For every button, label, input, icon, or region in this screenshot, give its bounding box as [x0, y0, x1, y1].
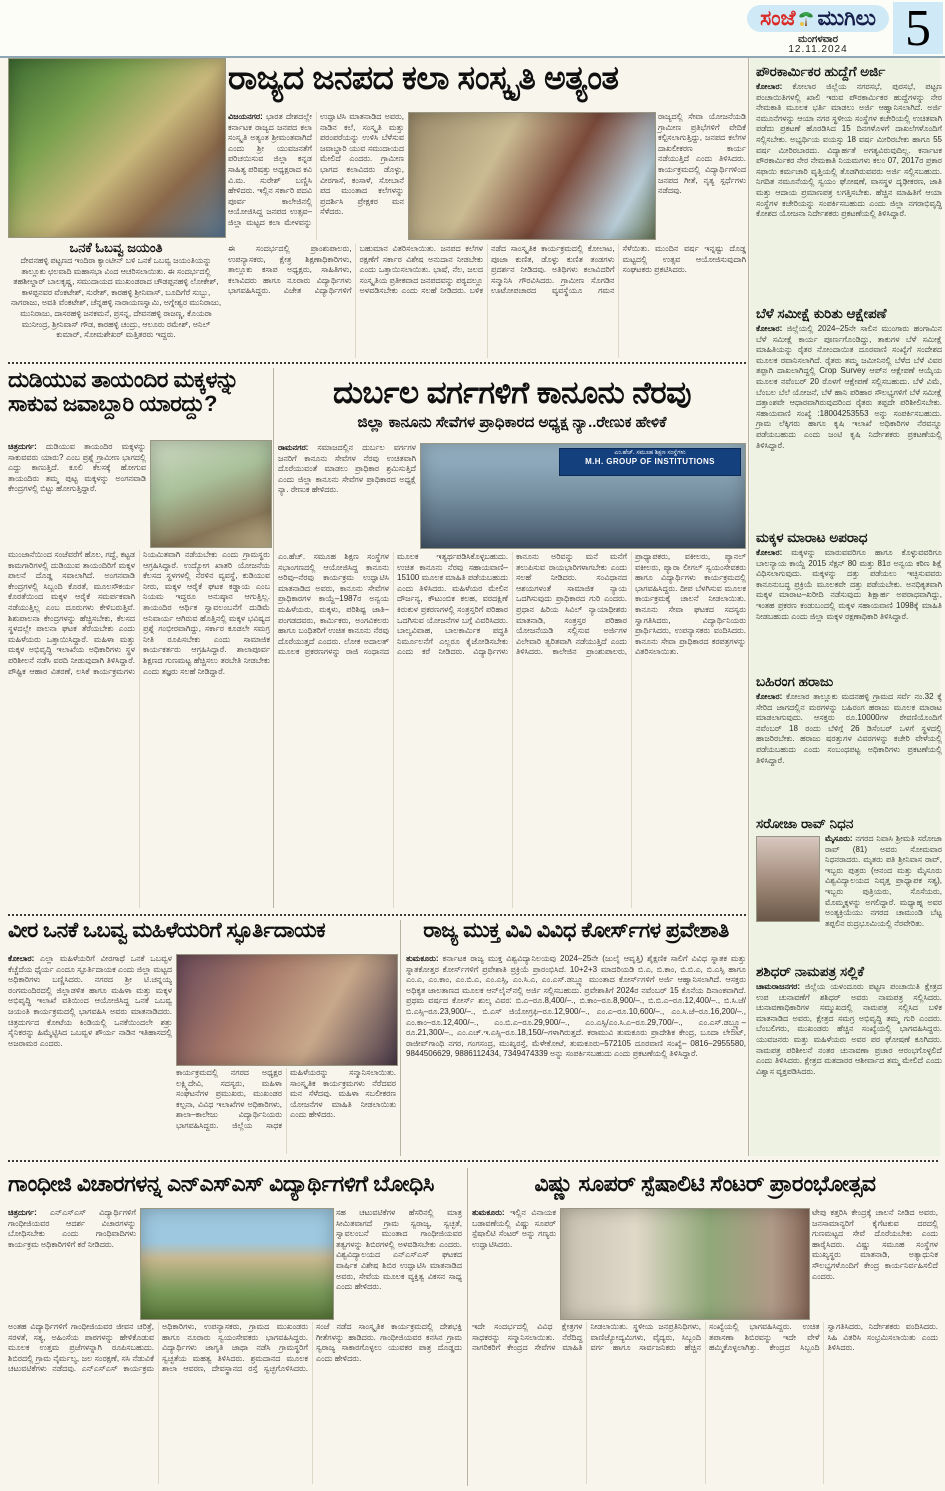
brief-dateline-saroja: ಮೈಸೂರು:	[825, 834, 853, 843]
body-vishnu-bottom: ಇದೇ ಸಂದರ್ಭದಲ್ಲಿ ವಿವಿಧ ಕ್ಷೇತ್ರಗಳ ಸಾಧಕರನ್ನು ಸನ್ಮಾನಿಸಲಾಯಿತು. ನೆರೆದಿದ್ದ ನಾಗರಿಕರಿಗೆ ಕೇಂದ್ರದ ಸೇವೆಗಳ ಮಾಹಿತಿ ನೀಡಲಾಯಿತು. ಸ್ಥಳೀಯ ಜನಪ್ರತಿನಿಧಿಗಳು, ವಾಣಿಜ್ಯೋದ್ಯಮಿಗಳು, ವೈದ್ಯರು, ಸಿಬ್ಬಂದಿ ವರ್ಗ ಹಾಗೂ ಸಾರ್ವಜನಿಕರು ಹೆಚ್ಚಿನ ಸಂಖ್ಯೆಯಲ್ಲಿ ಭಾಗವಹಿಸಿದ್ದರು. ಉಚಿತ ತಪಾಸಣಾ ಶಿಬಿರವನ್ನು ಇದೇ ವೇಳೆ ಹಮ್ಮಿಕೊಳ್ಳಲಾಗಿತ್ತು. ಕೇಂದ್ರದ ಸಿಬ್ಬಂದಿ ಸ್ವಾಗತಿಸಿದರು, ನಿರ್ದೇಶಕರು ವಂದಿಸಿದರು. ಸಿಹಿ ವಿತರಿಸಿ ಸಂಭ್ರಮಿಸಲಾಯಿತು ಎಂದು ತಿಳಿಸಿದರು.	[472, 1322, 938, 1353]
brief-headline-crop-survey: ಬೆಳೆ ಸಮೀಕ್ಷೆ ಕುರಿತು ಆಕ್ಷೇಪಣೆ	[756, 306, 887, 321]
section-divider-1	[8, 362, 746, 364]
headline-open-university: ರಾಜ್ಯ ಮುಕ್ತ ವಿವಿ ವಿವಿಧ ಕೋರ್ಸ್‌ಗಳ ಪ್ರವೇಶಾತಿ	[423, 919, 729, 942]
body-janapada-bottom: ಈ ಸಂದರ್ಭದಲ್ಲಿ ಪ್ರಾಂಶುಪಾಲರು, ಉಪನ್ಯಾಸಕರು, ಕ್ಷೇತ್ರ ಶಿಕ್ಷಣಾಧಿಕಾರಿಗಳು, ತಾಲ್ಲೂಕು ಕಸಾಪ ಅಧ್ಯಕ್ಷರು, ಸಾಹಿತಿಗಳು, ಕಲಾವಿದರು ಹಾಗೂ ನೂರಾರು ವಿದ್ಯಾರ್ಥಿಗಳು ಭಾಗವಹಿಸಿದ್ದರು. ವಿಜೇತ ವಿದ್ಯಾರ್ಥಿಗಳಿಗೆ ಬಹುಮಾನ ವಿತರಿಸಲಾಯಿತು. ಜನಪದ ಕಲೆಗಳ ರಕ್ಷಣೆಗೆ ಸರ್ಕಾರ ವಿಶೇಷ ಅನುದಾನ ನೀಡಬೇಕು ಎಂದು ಒತ್ತಾಯಿಸಲಾಯಿತು. ಭಾಷೆ, ನೆಲ, ಜಲದ ಸಂಸ್ಕೃತಿಯ ಪ್ರತೀಕವಾದ ಜನಪದವನ್ನು ಪಠ್ಯದಲ್ಲೂ ಅಳವಡಿಸಬೇಕು ಎಂದು ಸಲಹೆ ನೀಡಿದರು. ಬಳಿಕ ನಡೆದ ಸಾಂಸ್ಕೃತಿಕ ಕಾರ್ಯಕ್ರಮದಲ್ಲಿ ಕೋಲಾಟ, ಪೂಜಾ ಕುಣಿತ, ಡೊಳ್ಳು ಕುಣಿತ ತಂಡಗಳು ಪ್ರದರ್ಶನ ನೀಡಿದವು. ಅತಿಥಿಗಳು ಕಲಾವಿದರಿಗೆ ಸನ್ಮಾನಿಸಿ ಗೌರವಿಸಿದರು. ಗ್ರಾಮೀಣ ಸೊಗಡಿನ ಊಟೋಪಚಾರದ ವ್ಯವಸ್ಥೆಯೂ ಗಮನ ಸೆಳೆಯಿತು. ಮುಂದಿನ ವರ್ಷ ಇನ್ನಷ್ಟು ದೊಡ್ಡ ಮಟ್ಟದಲ್ಲಿ ಉತ್ಸವ ಆಯೋಜಿಸುವುದಾಗಿ ಸಂಘಟಕರು ಪ್ರಕಟಿಸಿದರು.	[228, 244, 746, 296]
body-gandhiji-col1	[8, 1208, 136, 1318]
body-legal-aid-col1	[278, 443, 416, 549]
photo-nss-students	[140, 1208, 334, 1320]
dateline-janapada: ವಿಜಯನಗರ:	[228, 112, 263, 121]
brief-body-auction: ಕೋಲಾರ ತಾಲ್ಲೂಕು ಮದನಹಳ್ಳಿ ಗ್ರಾಮದ ಸರ್ವೆ ನಂ.32 ಕ್ಕೆ ಸೇರಿದ ಜಾಗದಲ್ಲಿನ ಮರಗಳನ್ನು ಬಹಿರಂಗ ಹರಾಜು ಮೂಲಕ ಮಾರಾಟ ಮಾಡಲಾಗುವುದು. ಆಸಕ್ತರು ರೂ.10000ಗಳ ಠೇವಣಿಯೊಂದಿಗೆ ನವೆಂಬರ್ 18 ರಂದು ಬೆಳಿಗ್ಗೆ 26 ಡಿಸೆಂಬರ್ ಒಳಗೆ ಸ್ಥಳದಲ್ಲಿ ಹಾಜರಿರಬೇಕು. ಹರಾಜು ಷರತ್ತುಗಳ ವಿವರಗಳನ್ನು ಕಚೇರಿ ವೇಳೆಯಲ್ಲಿ ಪಡೆಯಬಹುದು ಎಂದು ಸಂಬಂಧಪಟ್ಟ ಅಧಿಕಾರಿಗಳು ಪ್ರಕಟಣೆಯಲ್ಲಿ ತಿಳಿಸಿದ್ದಾರೆ.	[756, 692, 942, 765]
body-legal-aid-bottom: ಎಂ.ಹೆಚ್. ಸಮೂಹ ಶಿಕ್ಷಣ ಸಂಸ್ಥೆಗಳ ಸಭಾಂಗಣದಲ್ಲಿ ಆಯೋಜಿಸಿದ್ದ ಕಾನೂನು ಅರಿವು–ನೆರವು ಕಾರ್ಯಕ್ರಮ ಉದ್ಘಾಟಿಸಿ ಮಾತನಾಡಿದ ಅವರು, ಕಾನೂನು ಸೇವೆಗಳ ಪ್ರಾಧಿಕಾರಗಳ ಕಾಯ್ದೆ–1987ರ ಅನ್ವಯ ಮಹಿಳೆಯರು, ಮಕ್ಕಳು, ಪರಿಶಿಷ್ಟ ಜಾತಿ–ಪಂಗಡದವರು, ಕಾರ್ಮಿಕರು, ಅಂಗವಿಕಲರು ಹಾಗೂ ಬಂಧಿತರಿಗೆ ಉಚಿತ ಕಾನೂನು ನೆರವು ದೊರೆಯುತ್ತದೆ ಎಂದರು. ಲೋಕ ಅದಾಲತ್ ಮೂಲಕ ಪ್ರಕರಣಗಳನ್ನು ರಾಜಿ ಸಂಧಾನದ ಮೂಲಕ ಇತ್ಯರ್ಥಪಡಿಸಿಕೊಳ್ಳಬಹುದು. ಉಚಿತ ಕಾನೂನು ನೆರವು ಸಹಾಯವಾಣಿ–15100 ಮೂಲಕ ಮಾಹಿತಿ ಪಡೆಯಬಹುದು ಎಂದು ತಿಳಿಸಿದರು. ಮಹಿಳೆಯರ ಮೇಲಿನ ದೌರ್ಜನ್ಯ, ಕೌಟುಂಬಿಕ ಕಲಹ, ವರದಕ್ಷಿಣೆ ಕಿರುಕುಳ ಪ್ರಕರಣಗಳಲ್ಲಿ ಸಂತ್ರಸ್ತರಿಗೆ ಪರಿಹಾರ ಒದಗಿಸುವ ಯೋಜನೆಗಳ ಬಗ್ಗೆ ವಿವರಿಸಿದರು. ಬಾಲ್ಯವಿವಾಹ, ಬಾಲಕಾರ್ಮಿಕ ಪದ್ಧತಿ ನಿರ್ಮೂಲನೆಗೆ ಎಲ್ಲರೂ ಕೈಜೋಡಿಸಬೇಕು ಎಂದು ಕರೆ ನೀಡಿದರು. ವಿದ್ಯಾರ್ಥಿಗಳು ಕಾನೂನು ಅರಿವನ್ನು ಮನೆ ಮನೆಗೆ ತಲುಪಿಸುವ ರಾಯಭಾರಿಗಳಾಗಬೇಕು ಎಂದು ಸಲಹೆ ನೀಡಿದರು. ಸಂವಿಧಾನದ ಆಶಯಗಳಂತೆ ಸಾಮಾಜಿಕ ನ್ಯಾಯ ಒದಗಿಸುವುದು ಪ್ರಾಧಿಕಾರದ ಗುರಿ ಎಂದರು. ಪ್ರಧಾನ ಹಿರಿಯ ಸಿವಿಲ್ ನ್ಯಾಯಾಧೀಶರು ಮಾತನಾಡಿ, ಸಂತ್ರಸ್ತರ ಪರಿಹಾರ ಯೋಜನೆಯಡಿ ಸಲ್ಲಿಸುವ ಅರ್ಜಿಗಳ ವಿಲೇವಾರಿ ತ್ವರಿತವಾಗಿ ನಡೆಯುತ್ತಿದೆ ಎಂದು ತಿಳಿಸಿದರು. ಕಾಲೇಜಿನ ಪ್ರಾಂಶುಪಾಲರು, ಪ್ರಾಧ್ಯಾಪಕರು, ವಕೀಲರು, ಪ್ಯಾನಲ್ ವಕೀಲರು, ಪ್ಯಾರಾ ಲೀಗಲ್ ಸ್ವಯಂಸೇವಕರು ಹಾಗೂ ವಿದ್ಯಾರ್ಥಿಗಳು ಕಾರ್ಯಕ್ರಮದಲ್ಲಿ ಭಾಗವಹಿಸಿದ್ದರು. ದೀಪ ಬೆಳಗಿಸುವ ಮೂಲಕ ಕಾರ್ಯಕ್ರಮಕ್ಕೆ ಚಾಲನೆ ನೀಡಲಾಯಿತು. ಕಾನೂನು ಸೇವಾ ಘಟಕದ ಸದಸ್ಯರು ಸ್ವಾಗತಿಸಿದರು, ವಿದ್ಯಾರ್ಥಿನಿಯರು ಪ್ರಾರ್ಥಿಸಿದರು, ಉಪನ್ಯಾಸಕರು ವಂದಿಸಿದರು. ಕಾನೂನು ಸೇವಾ ಪ್ರಾಧಿಕಾರದ ಕರಪತ್ರಗಳನ್ನು ವಿತರಿಸಲಾಯಿತು.	[278, 552, 746, 657]
body-obavva-women-text2: ನಗರದ ಶ್ರೀ ಟಿ.ಚನ್ನಯ್ಯ ರಂಗಮಂದಿರದಲ್ಲಿ ಜಿಲ್ಲಾಡಳಿತ ಹಾಗೂ ಮಹಿಳಾ ಮತ್ತು ಮಕ್ಕಳ ಅಭಿವೃದ್ಧಿ ಇಲಾಖೆ ವತಿಯಿಂದ ಆಯೋಜಿಸಿದ್ದ ಒನಕೆ ಒಬವ್ವ ಜಯಂತಿ ಕಾರ್ಯಕ್ರಮದಲ್ಲಿ ಭಾಗವಹಿಸಿ ಅವರು ಮಾತನಾಡಿದರು. ಚಿತ್ರದುರ್ಗದ ಕೋಟೆಯ ಕಿಂಡಿಯಲ್ಲಿ ಒನಕೆಯಿಂದಲೇ ಶತ್ರು ಸೈನಿಕರನ್ನು ಹಿಮ್ಮೆಟ್ಟಿಸಿದ ಒಬವ್ವಳ ಶೌರ್ಯ ನಾಡಿನ ಇತಿಹಾಸದಲ್ಲಿ ಅಜರಾಮರ ಎಂದರು.	[8, 975, 173, 1048]
body-working-mothers-text1: ದುಡಿಯುವ ತಾಯಂದಿರ ಮಕ್ಕಳನ್ನು ಸಾಕುವವರು ಯಾರು? ಎಂಬ ಪ್ರಶ್ನೆ ಗ್ರಾಮೀಣ ಭಾಗದಲ್ಲಿ ಎದ್ದು ಕಾಣುತ್ತಿದೆ. ಕೂಲಿ ಕೆಲಸಕ್ಕೆ ಹೋಗುವ ತಾಯಂದಿರು ತಮ್ಮ ಪುಟ್ಟ ಮಕ್ಕಳನ್ನು ಅಂಗನವಾಡಿ ಕೇಂದ್ರಗಳಲ್ಲಿ ಬಿಟ್ಟು ಹೋಗುತ್ತಿದ್ದಾರೆ.	[8, 442, 146, 494]
dateline-obavva-women: ಕೋಲಾರ:	[8, 954, 35, 963]
brief-headline-auction: ಬಹಿರಂಗ ಹರಾಜು	[756, 674, 834, 689]
body-vishnu-text1: ಇಲ್ಲಿನ ವಿನಾಯಕ ಬಡಾವಣೆಯಲ್ಲಿ ವಿಷ್ಣು ಸೂಪರ್ ಸ್ಪೆಷಾಲಿಟಿ ಸೆಂಟರ್ ಅನ್ನು ಗಣ್ಯರು ಉದ್ಘಾಟಿಸಿದರು.	[472, 1208, 556, 1249]
dateline-working-mothers: ಚಿತ್ರದುರ್ಗ:	[8, 442, 37, 451]
brief-body-crop-survey: ಜಿಲ್ಲೆಯಲ್ಲಿ 2024–25ನೇ ಸಾಲಿನ ಮುಂಗಾರು ಹಂಗಾಮಿನ ಬೆಳೆ ಸಮೀಕ್ಷೆ ಕಾರ್ಯ ಪೂರ್ಣಗೊಂಡಿದ್ದು, ತಾಕುಗಳ ಬೆಳೆ ಸಮೀಕ್ಷೆ ಮಾಹಿತಿಯನ್ನು ರೈತರ ನೋಂದಾಯಿತ ದೂರವಾಣಿ ಸಂಖ್ಯೆಗೆ ಸಂದೇಶದ ಮೂಲಕ ರವಾನಿಸಲಾಗಿದೆ. ರೈತರು ತಮ್ಮ ಜಮೀನಿನಲ್ಲಿ ಬೆಳೆದ ಬೆಳೆ ವಿವರ ತಪ್ಪಾಗಿ ದಾಖಲಾಗಿದ್ದಲ್ಲಿ Crop Survey ಆಪ್‌ನ ಆಕ್ಷೇಪಣೆ ಆಯ್ಕೆಯ ಮೂಲಕ ನವೆಂಬರ್ 20 ರೊಳಗೆ ಆಕ್ಷೇಪಣೆ ಸಲ್ಲಿಸಬಹುದು. ಬೆಳೆ ವಿಮೆ, ಬೆಂಬಲ ಬೆಲೆ ಯೋಜನೆ, ಬೆಳೆ ಹಾನಿ ಪರಿಹಾರ ಸೌಲಭ್ಯಗಳಿಗೆ ಬೆಳೆ ಸಮೀಕ್ಷೆ ದತ್ತಾಂಶವೇ ಆಧಾರವಾಗಿರುವುದರಿಂದ ರೈತರು ತಪ್ಪದೇ ಪರಿಶೀಲಿಸಬೇಕು. ಸಹಾಯವಾಣಿ ಸಂಖ್ಯೆ :18004253553 ಅನ್ನು ಸಂಪರ್ಕಿಸಬಹುದು. ಗ್ರಾಮ ಲೆಕ್ಕಿಗರು ಹಾಗೂ ಕೃಷಿ ಇಲಾಖೆ ಅಧಿಕಾರಿಗಳ ನೆರವನ್ನೂ ಪಡೆಯಬಹುದು ಎಂದು ಜಂಟಿ ಕೃಷಿ ನಿರ್ದೇಶಕರು ಪ್ರಕಟಣೆಯಲ್ಲಿ ತಿಳಿಸಿದ್ದಾರೆ.	[756, 324, 942, 450]
brief-body-saroja: ನಗರದ ನಿವಾಸಿ ಶ್ರೀಮತಿ ಸರೋಜಾ ರಾವ್ (81) ಅವರು ಸೋಮವಾರ ನಿಧನರಾದರು. ಮೃತರು ಪತಿ ಶ್ರೀನಿವಾಸ ರಾವ್, ಇಬ್ಬರು ಪುತ್ರರು (ಆನಂದ ಮತ್ತು ಮೈಸೂರು ವಿಶ್ವವಿದ್ಯಾಲಯದ ನಿವೃತ್ತ ಪ್ರಾಧ್ಯಾಪಕ ಸತ್ಯ), ಇಬ್ಬರು ಪುತ್ರಿಯರು, ಸೊಸೆಯರು, ಮೊಮ್ಮಕ್ಕಳನ್ನು ಅಗಲಿದ್ದಾರೆ. ಮಧ್ಯಾಹ್ನ ಅವರ ಅಂತ್ಯಕ್ರಿಯೆಯು ನಗರದ ಚಾಮುಂಡಿ ಬೆಟ್ಟ ತಪ್ಪಲಿನ ರುದ್ರಭೂಮಿಯಲ್ಲಿ ನೆರವೇರಿತು.	[825, 834, 942, 928]
page-number: 5	[893, 2, 943, 54]
headline-gandhiji-nss: ಗಾಂಧೀಜಿ ವಿಚಾರಗಳನ್ನ ಎನ್‌ಎಸ್‌ಎಸ್ ವಿದ್ಯಾರ್ಥಿಗಳಿಗೆ ಬೋಧಿಸಿ	[8, 1171, 434, 1196]
body-janapada-text1: ಭಾರತ ದೇಶದಲ್ಲೇ ಕರ್ನಾಟಕ ರಾಜ್ಯದ ಜನಪದ ಕಲಾ ಸಂಸ್ಕೃತಿ ಅತ್ಯಂತ ಶ್ರೀಮಂತವಾಗಿದೆ ಎಂದು ಶ್ರೀ ಯುವಜನತೆಗೆ ಪರಿಚಯಿಸುವ ಜಿಲ್ಲಾ ಕನ್ನಡ ಸಾಹಿತ್ಯ ಪರಿಷತ್ತು ಅಧ್ಯಕ್ಷರಾದ ಕವಿ ವಿ.ಮ. ಸುರೇಶ್ ಬಣ್ಣಿಸಿ ಹೇಳಿದರು. ಇಲ್ಲಿನ ಸರ್ಕಾರಿ ಪದವಿ ಪೂರ್ವ ಕಾಲೇಜಿನಲ್ಲಿ ಆಯೋಜಿಸಿದ್ದ ಜನಪದ ಉತ್ಸವ–ಜಿಲ್ಲಾ ಮಟ್ಟದ ಕಲಾ ಮೇಳವನ್ನು ಉದ್ಘಾಟಿಸಿ ಮಾತನಾಡಿದ ಅವರು, ನಾಡಿನ ಕಲೆ, ಸಂಸ್ಕೃತಿ ಮತ್ತು ಪರಂಪರೆಯನ್ನು ಉಳಿಸಿ ಬೆಳೆಸುವ ಜವಾಬ್ದಾರಿ ಯುವ ಸಮುದಾಯದ ಮೇಲಿದೆ ಎಂದರು. ಗ್ರಾಮೀಣ ಭಾಗದ ಕಲಾವಿದರು ಡೊಳ್ಳು, ವೀರಗಾಸೆ, ಕಂಸಾಳೆ, ಸೋಬಾನೆ ಪದ ಮುಂತಾದ ಕಲೆಗಳನ್ನು ಪ್ರದರ್ಶಿಸಿ ಪ್ರೇಕ್ಷಕರ ಮನ ಸೆಳೆದರು.	[228, 112, 404, 227]
column-divider-bottom	[467, 1168, 468, 1486]
masthead-date: 12.11.2024	[788, 44, 848, 55]
body-gandhiji-text1: ಎನ್‌ಎಸ್‌ಎಸ್ ವಿದ್ಯಾರ್ಥಿಗಳಿಗೆ ಗಾಂಧೀಜಿಯವರ ಆದರ್ಶ ವಿಚಾರಗಳನ್ನು ಬೋಧಿಸಬೇಕು ಎಂದು ಗಾಂಧಿವಾದಿಗಳು ಕಾರ್ಯಕ್ರಮ ಅಧಿಕಾರಿಗಳಿಗೆ ಕರೆ ನೀಡಿದರು.	[8, 1208, 136, 1249]
brief-headline-saroja: ಸರೋಜಾ ರಾವ್ ನಿಧನ	[756, 816, 854, 831]
brief-saroja-rao	[752, 812, 945, 958]
brief-body-sanitation: ಕೋಲಾರ ಜಿಲ್ಲೆಯ ನಗರಸಭೆ, ಪುರಸಭೆ, ಪಟ್ಟಣ ಪಂಚಾಯಿತಿಗಳಲ್ಲಿ ಖಾಲಿ ಇರುವ ಪೌರಕಾರ್ಮಿಕರ ಹುದ್ದೆಗಳನ್ನು ನೇರ ನೇಮಕಾತಿ ಮೂಲಕ ಭರ್ತಿ ಮಾಡಲು ಅರ್ಜಿ ಆಹ್ವಾನಿಸಲಾಗಿದೆ. ಅರ್ಜಿ ನಮೂನೆಗಳನ್ನು ಆಯಾ ನಗರ ಸ್ಥಳೀಯ ಸಂಸ್ಥೆಗಳ ಕಚೇರಿಯಲ್ಲಿ ಉಚಿತವಾಗಿ ಪಡೆದು ಪ್ರಕಟಣೆ ಹೊರಡಿಸಿದ 15 ದಿನಗಳೊಳಗೆ ದಾಖಲೆಗಳೊಂದಿಗೆ ಸಲ್ಲಿಸಬೇಕು. ಅಭ್ಯರ್ಥಿಯ ವಯಸ್ಸು 18 ವರ್ಷ ಮೀರಿರಬೇಕು ಹಾಗೂ 55 ವರ್ಷ ಮೀರಿರಬಾರದು. ವಿದ್ಯಾರ್ಹತೆ ಅಗತ್ಯವಿರುವುದಿಲ್ಲ. ಕರ್ನಾಟಕ ಪೌರಕಾರ್ಮಿಕರ ನೇರ ನೇಮಕಾತಿ ನಿಯಮಗಳು ಕಲಂ 07, 2017ರ ಪ್ರಕಾರ ಸಫಾಯಿ ಕರ್ಮಚಾರಿ ವೃತ್ತಿಯಲ್ಲಿ ತೊಡಗಿರುವವರು ಅರ್ಜಿ ಸಲ್ಲಿಸಬಹುದು. ನಿಗದಿತ ನಮೂನೆಯಲ್ಲಿ ಸ್ವಯಂ ಘೋಷಣೆ, ವಾಸಸ್ಥಳ ದೃಢೀಕರಣ, ಜಾತಿ ಮತ್ತು ಆದಾಯ ಪ್ರಮಾಣಪತ್ರ ಲಗತ್ತಿಸಬೇಕು. ಹೆಚ್ಚಿನ ಮಾಹಿತಿಗೆ ಆಯಾ ಸಂಸ್ಥೆಗಳ ಕಚೇರಿಯನ್ನು ಸಂಪರ್ಕಿಸಬಹುದು ಎಂದು ಜಿಲ್ಲಾ ನಗರಾಭಿವೃದ್ಧಿ ಕೋಶದ ಯೋಜನಾ ನಿರ್ದೇಶಕರು ಪ್ರಕಟಣೆಯಲ್ಲಿ ತಿಳಿಸಿದ್ದಾರೆ.	[756, 82, 942, 219]
headline-legal-aid: ದುರ್ಬಲ ವರ್ಗಗಳಿಗೆ ಕಾನೂನು ನೆರವು	[333, 375, 691, 410]
right-rail-divider	[748, 58, 749, 1156]
headline-obavva-women: ವೀರ ಒನಕೆ ಒಬವ್ವ ಮಹಿಳೆಯರಿಗೆ ಸ್ಫೂರ್ತಿದಾಯಕ	[8, 919, 326, 942]
body-obavva-women-bottom: ಕಾರ್ಯಕ್ರಮದಲ್ಲಿ ನಗರದ ಅಧ್ಯಕ್ಷರ ಲಕ್ಷ್ಮಿದೇವಿ, ಸದಸ್ಯರು, ಮಹಿಳಾ ಸಂಘಟನೆಗಳ ಪ್ರಮುಖರು, ಮುಖಂಡರ ಕಲ್ಪನಾ, ವಿವಿಧ ಇಲಾಖೆಗಳ ಅಧಿಕಾರಿಗಳು, ಶಾಲಾ–ಕಾಲೇಜು ವಿದ್ಯಾರ್ಥಿನಿಯರು ಭಾಗವಹಿಸಿದ್ದರು. ಜಿಲ್ಲೆಯ ಸಾಧಕ ಮಹಿಳೆಯರನ್ನು ಸನ್ಮಾನಿಸಲಾಯಿತು. ಸಾಂಸ್ಕೃತಿಕ ಕಾರ್ಯಕ್ರಮಗಳು ನೆರೆದವರ ಮನ ಸೆಳೆದವು. ಮಹಿಳಾ ಸಬಲೀಕರಣ ಯೋಜನೆಗಳ ಮಾಹಿತಿ ನೀಡಲಾಯಿತು ಎಂದು ಹೇಳಿದರು.	[176, 1068, 396, 1130]
dateline-legal-aid: ರಾಮನಗರ:	[278, 443, 309, 452]
brief-headline-child-sale: ಮಕ್ಕಳ ಮಾರಾಟ ಅಪರಾಧ	[756, 530, 868, 545]
body-janapada-right: ರಾಜ್ಯದಲ್ಲಿ ಸೇವಾ ಯೋಜನೆಯಡಿ ಗ್ರಾಮೀಣ ಪ್ರತಿಭೆಗಳಿಗೆ ವೇದಿಕೆ ಕಲ್ಪಿಸಲಾಗುತ್ತಿದ್ದು, ಜನಪದ ಕಲೆಗಳ ದಾಖಲೀಕರಣ ಕಾರ್ಯ ನಡೆಯುತ್ತಿದೆ ಎಂದು ತಿಳಿಸಿದರು. ಕಾರ್ಯಕ್ರಮದಲ್ಲಿ ವಿದ್ಯಾರ್ಥಿಗಳಿಂದ ಜನಪದ ಗೀತೆ, ನೃತ್ಯ ಸ್ಪರ್ಧೆಗಳು ನಡೆದವು.	[658, 112, 746, 196]
body-obavva-women-text1: ಎಲ್ಲಾ ಮಹಿಳೆಯರಿಗೆ ವೀರಗಾಥೆ ಒನಕೆ ಒಬವ್ವಳ ಕೆಚ್ಚೆದೆಯ ಧೈರ್ಯ ಎಂದೂ ಸ್ಫೂರ್ತಿದಾಯಕ ಎಂದು ಜಿಲ್ಲಾ ಮಟ್ಟದ ಅಧಿಕಾರಿಗಳು ಬಣ್ಣಿಸಿದರು.	[8, 954, 172, 985]
mh-institutions-banner	[559, 448, 741, 476]
body-obavva-women-col1	[8, 954, 172, 1154]
body-gandhiji-col3: ಸಹ ಚಟುವಟಿಕೆಗಳ ಹೆಸರಿನಲ್ಲಿ ಮಾತ್ರ ಸೀಮಿತವಾಗದೆ ಗ್ರಾಮ ಸ್ವರಾಜ್ಯ, ಸ್ವಚ್ಛತೆ, ಸ್ವಾವಲಂಬನೆ ಮುಂತಾದ ಗಾಂಧೀಜಿಯವರ ತತ್ವಗಳನ್ನು ಶಿಬಿರಗಳಲ್ಲಿ ಅಳವಡಿಸಬೇಕು ಎಂದರು. ವಿಶ್ವವಿದ್ಯಾಲಯದ ಎನ್‌ಎಸ್‌ಎಸ್ ಘಟಕದ ವಾರ್ಷಿಕ ವಿಶೇಷ ಶಿಬಿರ ಉದ್ಘಾಟಿಸಿ ಮಾತನಾಡಿದ ಅವರು, ಸೇವೆಯ ಮೂಲಕ ವ್ಯಕ್ತಿತ್ವ ವಿಕಸನ ಸಾಧ್ಯ ಎಂದು ಹೇಳಿದರು.	[336, 1208, 462, 1292]
body-vishnu-col3: ಟೇಪು ಕತ್ತರಿಸಿ ಕೇಂದ್ರಕ್ಕೆ ಚಾಲನೆ ನೀಡಿದ ಅವರು, ಜನಸಾಮಾನ್ಯರಿಗೆ ಕೈಗೆಟಕುವ ದರದಲ್ಲಿ ಗುಣಮಟ್ಟದ ಸೇವೆ ದೊರೆಯಬೇಕು ಎಂದು ಹಾರೈಸಿದರು. ವಿಷ್ಣು ಸಮೂಹ ಸಂಸ್ಥೆಗಳ ಮುಖ್ಯಸ್ಥರು ಮಾತನಾಡಿ, ಅತ್ಯಾಧುನಿಕ ಸೌಲಭ್ಯಗಳೊಂದಿಗೆ ಕೇಂದ್ರ ಕಾರ್ಯನಿರ್ವಹಿಸಲಿದೆ ಎಂದರು.	[812, 1208, 938, 1281]
body-open-university	[406, 954, 746, 1154]
body-janapada-left	[228, 112, 404, 240]
photo-saroja-rao	[756, 836, 820, 922]
headline-working-mothers: ದುಡಿಯುವ ತಾಯಂದಿರ ಮಕ್ಕಳನ್ನು ಸಾಕುವ ಜವಾಬ್ದಾರಿ ಯಾರದ್ದು?	[8, 367, 239, 416]
body-working-mothers-col1	[8, 442, 146, 546]
brief-headline-nomination: ಶಶಿಧರ್ ನಾಮಪತ್ರ ಸಲ್ಲಿಕೆ	[756, 964, 865, 979]
dateline-open-university: ತುಮಕೂರು:	[406, 954, 439, 963]
subhead-legal-aid: ಜಿಲ್ಲಾ ಕಾನೂನು ಸೇವೆಗಳ ಪ್ರಾಧಿಕಾರದ ಅಧ್ಯಕ್ಷ ನ್ಯಾ..ರೇಣುಕ ಹೇಳಿಕೆ	[357, 414, 667, 431]
palm-tree-icon	[799, 11, 813, 27]
headline-janapada: ರಾಜ್ಯದ ಜನಪದ ಕಲಾ ಸಂಸ್ಕೃತಿ ಅತ್ಯಂತ	[228, 59, 619, 96]
body-vishnu-col1	[472, 1208, 556, 1318]
section-divider-3	[8, 1160, 938, 1162]
brief-dateline-sanitation: ಕೋಲಾರ:	[756, 82, 783, 91]
caption-title-obavva: ಒನಕೆ ಓಬವ್ವ ಜಯಂತಿ	[69, 240, 163, 255]
masthead-title-red: ಸಂಜೆ	[760, 6, 796, 30]
brief-dateline-crop-survey: ಕೋಲಾರ:	[756, 324, 783, 333]
photo-anganwadi-room	[150, 440, 272, 548]
photo-legal-aid-lamp	[420, 443, 746, 549]
masthead-day: ಮಂಗಳವಾರ	[797, 34, 839, 45]
photo-obavva-women-event	[176, 954, 398, 1066]
photo-obavva-jayanti	[8, 58, 226, 238]
body-gandhiji-bottom: ಅಂತಹ ವಿದ್ಯಾರ್ಥಿಗಳಿಗೆ ಗಾಂಧೀಜಿಯವರ ಜೀವನ ಚರಿತ್ರೆ, ಸರಳತೆ, ಸತ್ಯ, ಅಹಿಂಸೆಯ ಪಾಠಗಳನ್ನು ಹೇಳಿಕೊಡುವ ಮೂಲಕ ಉತ್ತಮ ಪ್ರಜೆಗಳನ್ನಾಗಿ ರೂಪಿಸಬಹುದು. ಶಿಬಿರದಲ್ಲಿ ಗ್ರಾಮ ನೈರ್ಮಲ್ಯ, ಜಲ ಸಂರಕ್ಷಣೆ, ಸಸಿ ನೆಡುವಿಕೆ ಚಟುವಟಿಕೆಗಳು ನಡೆದವು. ಎನ್‌ಎಸ್‌ಎಸ್ ಕಾರ್ಯಕ್ರಮ ಅಧಿಕಾರಿಗಳು, ಉಪನ್ಯಾಸಕರು, ಗ್ರಾಮದ ಮುಖಂಡರು ಹಾಗೂ ನೂರಾರು ಸ್ವಯಂಸೇವಕರು ಭಾಗವಹಿಸಿದ್ದರು. ವಿದ್ಯಾರ್ಥಿಗಳು ಜಾಗೃತಿ ಜಾಥಾ ನಡೆಸಿ ಗ್ರಾಮಸ್ಥರಿಗೆ ಸ್ವಚ್ಛತೆಯ ಮಹತ್ವ ತಿಳಿಸಿದರು. ಶ್ರಮದಾನದ ಮೂಲಕ ಶಾಲಾ ಆವರಣ, ದೇವಸ್ಥಾನದ ರಸ್ತೆ ಸ್ವಚ್ಛಗೊಳಿಸಿದರು. ಸಂಜೆ ನಡೆದ ಸಾಂಸ್ಕೃತಿಕ ಕಾರ್ಯಕ್ರಮದಲ್ಲಿ ದೇಶಭಕ್ತಿ ಗೀತೆಗಳನ್ನು ಹಾಡಿದರು. ಗಾಂಧೀಜಿಯವರ ಕನಸಿನ ಗ್ರಾಮ ಸ್ವರಾಜ್ಯ ಸಾಕಾರಗೊಳ್ಳಲು ಯುವಕರ ಪಾತ್ರ ದೊಡ್ಡದು ಎಂದು ಹೇಳಿದರು.	[8, 1322, 462, 1374]
brief-headline-sanitation: ಪೌರಕಾರ್ಮಿಕರ ಹುದ್ದೆಗೆ ಅರ್ಜಿ	[756, 64, 886, 79]
brief-dateline-auction: ಕೋಲಾರ:	[756, 692, 783, 701]
column-divider-mid-left	[273, 368, 274, 908]
brief-auction	[752, 670, 945, 812]
dateline-vishnu: ತುಮಕೂರು:	[472, 1208, 505, 1217]
headline-vishnu-center: ವಿಷ್ಣು ಸೂಪರ್ ಸ್ಪೆಷಾಲಿಟಿ ಸೆಂಟರ್ ಪ್ರಾರಂಭೋತ್ಸವ	[534, 1171, 876, 1196]
mh-banner-english: M.H. GROUP OF INSTITUTIONS	[585, 457, 715, 466]
caption-body-obavva: ದೇವನಹಳ್ಳಿ ಪಟ್ಟಣದ ಇಂದಿರಾ ಕ್ಯಾಂಟೀನ್ ಬಳಿ ಒನಕೆ ಒಬವ್ವ ಜಯಂತಿಯನ್ನು ತಾಲ್ಲೂಕು ಛಲವಾದಿ ಮಹಾಸಭಾ ವಿಂದ ಆಚರಿಸಲಾಯಿತು. ಈ ಸಂದರ್ಭದಲ್ಲಿ ತಹಶೀಲ್ದಾರ್ ಬಾಲಕೃಷ್ಣ, ಸಮುದಾಯದ ಮುಖಂಡರಾದ ಚೌಡಪ್ಪನಹಳ್ಳಿ ಲೋಕೇಶ್, ಕಾಳಪ್ಪನವರ ವೆಂಕಟೇಶ್, ಸುರೇಶ್, ಕಾರಹಳ್ಳಿ ಶ್ರೀನಿವಾಸ್, ಬೂದಿಗೆರೆ ಸುಬ್ಬು, ನಾಗರಾಜು, ಅವತಿ ವೆಂಕಟೇಶ್, ಚೆನ್ನಹಳ್ಳಿ ನಾರಾಯಣಸ್ವಾಮಿ, ಅಗ್ನೇಶ್ವರ ಮುನಿರಾಜು, ಮುನಿರಾಜು, ದಾಸರಹಳ್ಳಿ ಜನಕಮನೆ, ಪ್ರಸನ್ನ, ದೇವನಹಳ್ಳಿ ರಾಜಣ್ಣ, ಕೊಯರಾ ಮುನೀಂದ್ರ, ಶ್ರೀನಿವಾಸ್ ಗೌಡ, ಕಾರಹಳ್ಳಿ ಚಂದ್ರು, ಆಲೂರು ರಮೇಶ್, ಅನಿಲ್ ಕುಮಾರ್, ಸೋಮಶೇಖರ್ ಮತ್ತಿತರರು ಇದ್ದರು.	[10, 256, 222, 340]
masthead-title-box	[747, 5, 889, 32]
brief-crop-survey	[752, 302, 945, 524]
section-divider-2	[8, 914, 746, 916]
body-open-university-text: ಕರ್ನಾಟಕ ರಾಜ್ಯ ಮುಕ್ತ ವಿಶ್ವವಿದ್ಯಾನಿಲಯವು 2024–25ನೇ (ಜುಲೈ ಆವೃತ್ತಿ) ಶೈಕ್ಷಣಿಕ ಸಾಲಿಗೆ ವಿವಿಧ ಸ್ನಾತಕ ಮತ್ತು ಸ್ನಾತಕೋತ್ತರ ಕೋರ್ಸ್‌ಗಳಿಗೆ ಪ್ರವೇಶಾತಿ ಪ್ರಕ್ರಿಯೆ ಪ್ರಾರಂಭಿಸಿದೆ. 10+2+3 ಮಾದರಿಯಡಿ ಬಿ.ಎ, ಬಿ.ಕಾಂ, ಬಿ.ಬಿ.ಎ, ಬಿ.ಎಸ್ಸಿ ಹಾಗೂ ಎಂ.ಎ, ಎಂ.ಕಾಂ, ಎಂ.ಬಿ.ಎ, ಎಂ.ಎಸ್ಸಿ, ಎಂ.ಸಿ.ಎ, ಎಂ.ಎಸ್.ಡಬ್ಲ್ಯೂ ಮುಂತಾದ ಕೋರ್ಸ್‌ಗಳಿಗೆ ಅರ್ಜಿ ಆಹ್ವಾನಿಸಲಾಗಿದೆ. ಆಸಕ್ತರು ಅಧಿಕೃತ ಜಾಲತಾಣದ ಮೂಲಕ ಆನ್‌ಲೈನ್‌ನಲ್ಲಿ ಅರ್ಜಿ ಸಲ್ಲಿಸಬಹುದು. ಪ್ರವೇಶಾತಿಗೆ 2024ರ ನವೆಂಬರ್ 15 ಕೊನೆಯ ದಿನಾಂಕವಾಗಿದೆ. ಪ್ರಥಮ ವರ್ಷದ ಕೋರ್ಸ್ ಶುಲ್ಕ ವಿವರ: ಬಿ.ಎ–ರೂ.8,400/–., ಬಿ.ಕಾಂ–ರೂ.8,900/–., ಬಿ.ಬಿ.ಎ–ರೂ.12,400/–., ಬಿ.ಸಿ.ಜೆ/ಬಿ.ಎಸ್ಸಿ–ರೂ.23,900/–., ಬಿ.ಎಸ್ ಜಿಯೋಗ್ರಫಿ–ರೂ.12,900/–., ಎಂ.ಎ–ರೂ.10,600/–., ಎಂ.ಸಿ.ಜೆ–ರೂ.16,200/–., ಎಂ.ಕಾಂ–ರೂ.12,400/–., ಎಂ.ಬಿ.ಎ–ರೂ.29,900/–., ಎಂ.ಎಸ್ಸಿ/ಎಂ.ಸಿ.ಎ–ರೂ.29,700/–., ಎಂ.ಎಸ್.ಡಬ್ಲ್ಯೂ–ರೂ.21,300/–., ಎಂ.ಎಚ್.ಇ.ಎಸ್ಸಿ–ರೂ.18,150/–ಗಳಾಗಿರುತ್ತದೆ. ಕರಾಮುವಿ ತುಮಕೂರು ಪ್ರಾದೇಶಿಕ ಕೇಂದ್ರ, ಬೂದಾ ಲೇಔಟ್, ರಾಜೀವ್‌ಗಾಂಧಿ ನಗರ, ಗಂಗಸಂದ್ರ, ಮುಖ್ಯರಸ್ತೆ, ಮೆಳೇಕೋಟೆ, ತುಮಕೂರು–572105 ದೂರವಾಣಿ ಸಂಖ್ಯೆ– 0816–2955580, 9844506629, 9886112434, 7349474339 ಅನ್ನು ಸಂಪರ್ಕಿಸಬಹುದು ಎಂದು ಪ್ರಕಟಣೆಯಲ್ಲಿ ತಿಳಿಸಿದ್ದಾರೆ.	[406, 954, 746, 1059]
brief-sanitation-jobs	[752, 60, 945, 300]
brief-dateline-child-sale: ಕೋಲಾರ:	[756, 548, 783, 557]
brief-body-nomination: ಜಿಲ್ಲೆಯ ಯಳಂದೂರು ಪಟ್ಟಣ ಪಂಚಾಯಿತಿ ಕ್ಷೇತ್ರದ ಉಪ ಚುನಾವಣೆಗೆ ಶಶಿಧರ್ ಅವರು ನಾಮಪತ್ರ ಸಲ್ಲಿಸಿದರು. ಚುನಾವಣಾಧಿಕಾರಿಗಳ ಸಮ್ಮುಖದಲ್ಲಿ ನಾಮಪತ್ರ ಸಲ್ಲಿಸಿದ ಬಳಿಕ ಮಾತನಾಡಿದ ಅವರು, ಕ್ಷೇತ್ರದ ಸಮಗ್ರ ಅಭಿವೃದ್ಧಿ ತಮ್ಮ ಗುರಿ ಎಂದರು. ಬೆಂಬಲಿಗರು, ಮುಖಂಡರು ಹೆಚ್ಚಿನ ಸಂಖ್ಯೆಯಲ್ಲಿ ಭಾಗವಹಿಸಿದ್ದರು. ಯುವಜನರು ಮತ್ತು ಮಹಿಳೆಯರು ಅವರ ಪರ ಘೋಷಣೆ ಕೂಗಿದರು. ನಾಮಪತ್ರ ಪರಿಶೀಲನೆ ನಂತರ ಚುನಾವಣಾ ಪ್ರಚಾರ ಆರಂಭಗೊಳ್ಳಲಿದೆ ಎಂದು ತಿಳಿಸಿದರು. ಕ್ಷೇತ್ರದ ಮತದಾರರ ಆಶೀರ್ವಾದ ತಮ್ಮ ಮೇಲಿದೆ ಎಂದು ವಿಶ್ವಾಸ ವ್ಯಕ್ತಪಡಿಸಿದರು.	[756, 982, 942, 1076]
dateline-gandhiji: ಚಿತ್ರದುರ್ಗ:	[8, 1208, 37, 1217]
masthead	[0, 0, 945, 58]
body-working-mothers-bottom: ಮುಂಜಾನೆಯಿಂದ ಸಂಜೆವರೆಗೆ ಹೊಲ, ಗದ್ದೆ, ಕಟ್ಟಡ ಕಾಮಗಾರಿಗಳಲ್ಲಿ ದುಡಿಯುವ ತಾಯಂದಿರಿಗೆ ಮಕ್ಕಳ ಪಾಲನೆ ದೊಡ್ಡ ಸವಾಲಾಗಿದೆ. ಅಂಗನವಾಡಿ ಕೇಂದ್ರಗಳಲ್ಲಿ ಸಿಬ್ಬಂದಿ ಕೊರತೆ, ಮೂಲಸೌಕರ್ಯ ಕೊರತೆಯಿಂದ ಮಕ್ಕಳ ಆರೈಕೆ ಸಮರ್ಪಕವಾಗಿ ನಡೆಯುತ್ತಿಲ್ಲ ಎಂಬ ದೂರುಗಳು ಕೇಳಿಬರುತ್ತಿವೆ. ಶಿಶುಪಾಲನಾ ಕೇಂದ್ರಗಳನ್ನು ಹೆಚ್ಚಿಸಬೇಕು, ಕೆಲಸದ ಸ್ಥಳದಲ್ಲೇ ಪಾಲನಾ ಘಟಕ ತೆರೆಯಬೇಕು ಎಂದು ಮಹಿಳೆಯರು ಒತ್ತಾಯಿಸಿದ್ದಾರೆ. ಮಹಿಳಾ ಮತ್ತು ಮಕ್ಕಳ ಅಭಿವೃದ್ಧಿ ಇಲಾಖೆಯ ಅಧಿಕಾರಿಗಳು ಸ್ಥಳ ಪರಿಶೀಲನೆ ನಡೆಸಿ ವರದಿ ನೀಡುವುದಾಗಿ ತಿಳಿಸಿದ್ದಾರೆ. ಪೌಷ್ಟಿಕ ಆಹಾರ ವಿತರಣೆ, ಲಸಿಕೆ ಕಾರ್ಯಕ್ರಮಗಳು ನಿಯಮಿತವಾಗಿ ನಡೆಯಬೇಕು ಎಂದು ಗ್ರಾಮಸ್ಥರು ಆಗ್ರಹಿಸಿದ್ದಾರೆ. ಉದ್ಯೋಗ ಖಾತರಿ ಯೋಜನೆಯ ಕೆಲಸದ ಸ್ಥಳಗಳಲ್ಲಿ ನೆರಳಿನ ವ್ಯವಸ್ಥೆ, ಕುಡಿಯುವ ನೀರು, ಮಕ್ಕಳ ಆರೈಕೆ ಘಟಕ ಕಡ್ಡಾಯ ಎಂಬ ನಿಯಮ ಇದ್ದರೂ ಅನುಷ್ಠಾನ ಆಗುತ್ತಿಲ್ಲ. ತಾಯಂದಿರ ಆರ್ಥಿಕ ಸ್ವಾವಲಂಬನೆಗೆ ದುಡಿಮೆ ಅನಿವಾರ್ಯ ಆಗಿರುವ ಹೊತ್ತಿನಲ್ಲಿ ಮಕ್ಕಳ ಭವಿಷ್ಯದ ಪ್ರಶ್ನೆ ಗಂಭೀರವಾಗಿದ್ದು, ಸರ್ಕಾರ ಕೂಡಲೇ ಸಮಗ್ರ ನೀತಿ ರೂಪಿಸಬೇಕು ಎಂದು ಸಾಮಾಜಿಕ ಕಾರ್ಯಕರ್ತರು ಆಗ್ರಹಿಸಿದ್ದಾರೆ. ಶಾಲಾಪೂರ್ವ ಶಿಕ್ಷಣದ ಗುಣಮಟ್ಟ ಹೆಚ್ಚಿಸಲು ತರಬೇತಿ ನೀಡಬೇಕು ಎಂದು ತಜ್ಞರು ಸಲಹೆ ನೀಡಿದ್ದಾರೆ.	[8, 550, 270, 676]
mh-banner-kannada: ಎಂ.ಹೆಚ್. ಸಮೂಹ ಶಿಕ್ಷಣ ಸಂಸ್ಥೆಗಳು	[614, 450, 686, 456]
photo-vishnu-center	[560, 1208, 810, 1320]
column-divider-lower	[400, 920, 401, 1156]
brief-body-child-sale: ಮಕ್ಕಳನ್ನು ಮಾರುವವರಿಗೂ ಹಾಗೂ ಕೊಳ್ಳುವವರಿಗೂ ಬಾಲನ್ಯಾಯ ಕಾಯ್ದೆ 2015 ಸೆಕ್ಷನ್ 80 ಮತ್ತು 81ರ ಅನ್ವಯ ಕಠಿಣ ಶಿಕ್ಷೆ ವಿಧಿಸಲಾಗುವುದು. ಮಕ್ಕಳನ್ನು ದತ್ತು ಪಡೆಯಲು ಇಚ್ಛಿಸುವವರು ಕಾನೂನುಬದ್ಧ ಪ್ರಕ್ರಿಯೆ ಮೂಲಕವೇ ದತ್ತು ಪಡೆಯಬೇಕು. ಅನಧಿಕೃತವಾಗಿ ಮಕ್ಕಳ ಮಾರಾಟ–ಖರೀದಿ ನಡೆಸುವುದು ಶಿಕ್ಷಾರ್ಹ ಅಪರಾಧವಾಗಿದ್ದು, ಇಂತಹ ಪ್ರಕರಣ ಕಂಡುಬಂದಲ್ಲಿ ಮಕ್ಕಳ ಸಹಾಯವಾಣಿ 1098ಕ್ಕೆ ಮಾಹಿತಿ ನೀಡಬಹುದು ಎಂದು ಜಿಲ್ಲಾ ಮಕ್ಕಳ ರಕ್ಷಣಾಧಿಕಾರಿ ತಿಳಿಸಿದ್ದಾರೆ.	[756, 548, 942, 621]
brief-nomination	[752, 960, 945, 1154]
brief-dateline-nomination: ಚಾಮರಾಜನಗರ:	[756, 982, 800, 991]
photo-janapada-event	[408, 112, 656, 240]
masthead-title-dark: ಮುಗಿಲು	[817, 6, 876, 30]
brief-child-sale	[752, 526, 945, 668]
body-legal-aid-text1: ಸಮಾಜದಲ್ಲಿನ ದುರ್ಬಲ ವರ್ಗಗಳ ಜನರಿಗೆ ಕಾನೂನು ಸೇವೆಗಳ ನೆರವು ಉಚಿತವಾಗಿ ದೊರೆಯುವಂತೆ ಮಾಡಲು ಪ್ರಾಧಿಕಾರ ಶ್ರಮಿಸುತ್ತಿದೆ ಎಂದು ಜಿಲ್ಲಾ ಕಾನೂನು ಸೇವೆಗಳ ಪ್ರಾಧಿಕಾರದ ಅಧ್ಯಕ್ಷೆ ನ್ಯಾ. ರೇಣುಕ ಹೇಳಿದರು.	[278, 443, 416, 495]
